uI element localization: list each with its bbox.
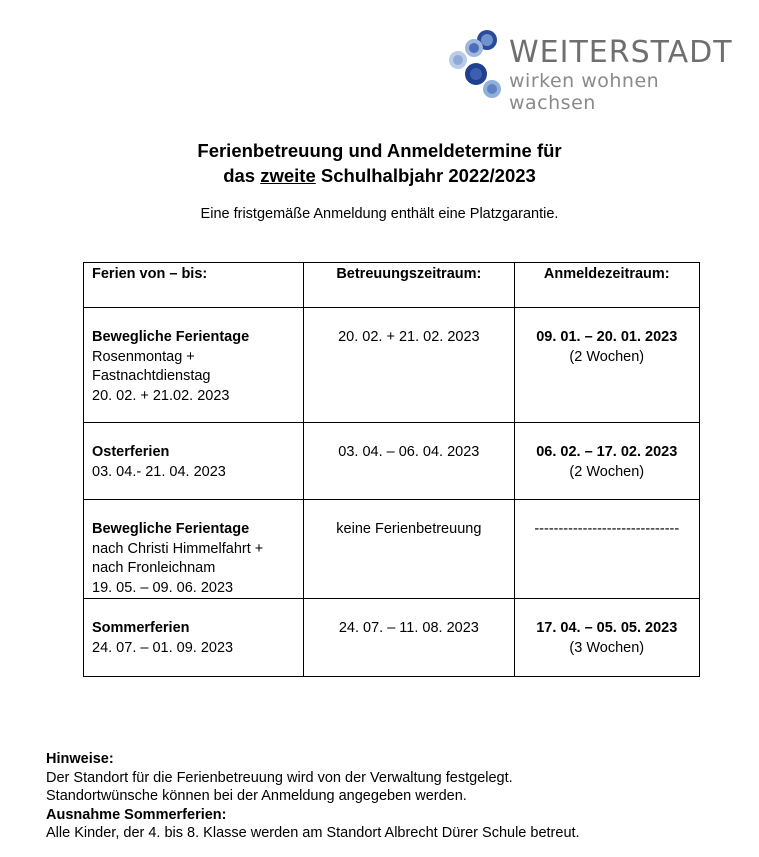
registration-period: 06. 02. – 17. 02. 2023	[536, 444, 678, 460]
care-cell	[304, 500, 514, 599]
holiday-name: Sommerferien	[92, 620, 190, 636]
care-period: 20. 02. + 21. 02. 2023	[338, 329, 480, 345]
table-row	[84, 308, 700, 423]
care-cell	[304, 423, 514, 500]
registration-cell	[514, 599, 699, 677]
logo-name: WEITERSTADT	[509, 35, 733, 70]
header-registration-period: Anmeldezeitraum:	[514, 263, 699, 308]
title-line-1: Ferienbetreuung und Anmeldetermine für	[197, 140, 562, 161]
holiday-cell	[84, 500, 304, 599]
title-line-2	[0, 163, 759, 188]
table-row	[84, 500, 700, 599]
holiday-detail: 24. 07. – 01. 09. 2023	[92, 639, 234, 656]
holiday-detail: Rosenmontag +	[92, 348, 195, 365]
holiday-name: Bewegliche Ferientage	[92, 329, 250, 345]
holiday-detail: nach Christi Himmelfahrt +	[92, 540, 264, 557]
care-period: 24. 07. – 11. 08. 2023	[338, 620, 479, 636]
holiday-detail: 20. 02. + 21.02. 2023	[92, 387, 230, 404]
notes-section	[46, 750, 580, 843]
registration-period: 09. 01. – 20. 01. 2023	[536, 329, 678, 345]
holiday-cell	[84, 308, 304, 423]
holiday-cell	[84, 599, 304, 677]
registration-note: (3 Wochen)	[569, 639, 645, 656]
holiday-detail: 03. 04.- 21. 04. 2023	[92, 463, 226, 480]
table-row	[84, 599, 700, 677]
notes-line: Der Standort für die Ferienbetreuung wird von der Verwaltung festgelegt.	[46, 769, 513, 786]
header-care-period: Betreuungszeitraum:	[304, 263, 514, 308]
header-holidays: Ferien von – bis:	[84, 263, 304, 308]
logo-circles-icon	[446, 28, 508, 100]
logo-tagline: wirken wohnen wachsen	[509, 70, 660, 114]
subtitle: Eine fristgemäße Anmeldung enthält eine Platzgarantie.	[200, 206, 559, 222]
notes-heading: Hinweise:	[46, 751, 114, 767]
holiday-detail: nach Fronleichnam	[92, 560, 216, 576]
holiday-cell	[84, 423, 304, 500]
care-cell	[304, 308, 514, 423]
registration-note: (2 Wochen)	[569, 463, 645, 480]
document-title	[0, 138, 759, 188]
table-header-row	[84, 263, 700, 308]
care-period: 03. 04. – 06. 04. 2023	[338, 444, 480, 460]
registration-period: 17. 04. – 05. 05. 2023	[536, 620, 678, 636]
registration-cell	[514, 423, 699, 500]
title-line-2-before: das	[223, 165, 256, 186]
registration-note: (2 Wochen)	[569, 348, 645, 365]
registration-cell	[514, 500, 699, 599]
holiday-name: Bewegliche Ferientage	[92, 521, 250, 537]
care-period: keine Ferienbetreuung	[336, 521, 482, 537]
title-line-2-after: Schulhalbjahr 2022/2023	[320, 165, 536, 186]
title-underlined-word: zweite	[260, 165, 316, 186]
weiterstadt-logo	[446, 28, 746, 114]
holiday-detail: 19. 05. – 09. 06. 2023	[92, 579, 234, 596]
registration-cell	[514, 308, 699, 423]
schedule-table	[83, 262, 700, 677]
table-row	[84, 423, 700, 500]
registration-period: ------------------------------	[534, 521, 680, 537]
holiday-detail: Fastnachtdienstag	[92, 368, 211, 384]
holiday-name: Osterferien	[92, 444, 170, 460]
notes-line: Standortwünsche können bei der Anmeldung angegeben werden.	[46, 788, 467, 804]
notes-heading-summer: Ausnahme Sommerferien:	[46, 806, 227, 823]
notes-line: Alle Kinder, der 4. bis 8. Klasse werden am Standort Albrecht Dürer Schule betreut.	[46, 825, 580, 841]
care-cell	[304, 599, 514, 677]
